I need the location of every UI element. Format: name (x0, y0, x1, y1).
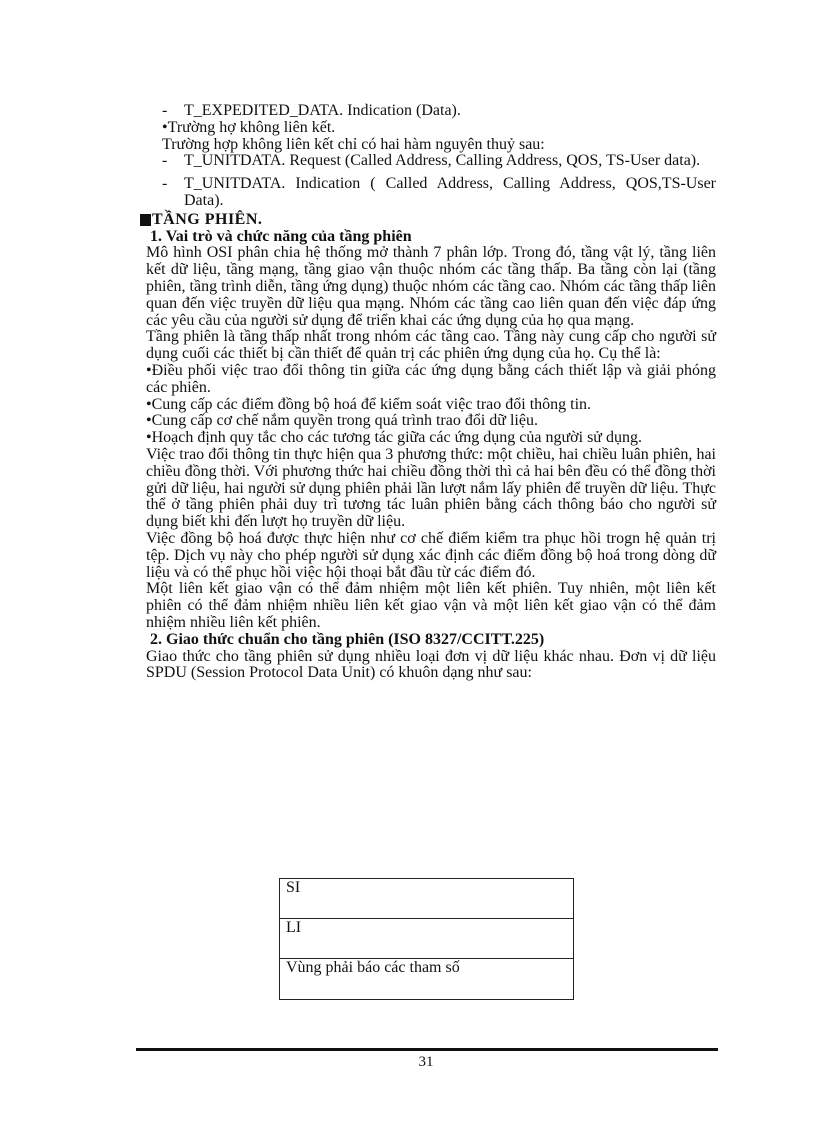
connectionless-label: •Trường hợ không liên kết. (162, 118, 336, 136)
bullet-item: •Hoạch định quy tắc cho các tương tác giữa các ứng dụng của người sử dụng. (146, 429, 642, 447)
dash-marker: - (162, 175, 168, 193)
subsection-title-2: 2. Giao thức chuẩn cho tầng phiên (ISO 8327/CCITT.225) (150, 630, 545, 648)
spdu-field-si: SI (280, 879, 573, 919)
page-body (146, 103, 716, 682)
bullet-item: •Cung cấp các điểm đồng bộ hoá để kiểm soát việc trao đổi thông tin. (146, 395, 592, 413)
list-item-unitdata-request (146, 153, 716, 170)
list-item-text: T_UNITDATA. Indication ( Called Address, Calling Address, QOS,TS-User Data). (184, 175, 716, 209)
subsection-title-1: 1. Vai trò và chức năng của tầng phiên (150, 227, 412, 245)
paragraph: Việc đồng bộ hoá được thực hiện như cơ chế điểm kiểm tra phục hồi trogn hệ quản trị tệp. Dịch vụ này cho phép người sử dụng xác định các điểm đồng bộ hoá trong dòng dữ liệu và có thể phục hồi việc hội thoại bắt đầu từ các điểm đó. (146, 529, 716, 581)
list-item-text: T_UNITDATA. Request (Called Address, Calling Address, QOS, TS-User data). (184, 152, 701, 170)
dash-marker: - (162, 152, 168, 170)
footer-divider (136, 1048, 718, 1051)
dash-marker: - (162, 102, 168, 119)
paragraph: Giao thức cho tầng phiên sử dụng nhiều loại đơn vị dữ liệu khác nhau. Đơn vị dữ liệu SPDU (Session Protocol Data Unit) có khuôn dạng như sau: (146, 647, 716, 682)
connectionless-intro: Trường hợp không liên kết chỉ có hai hàm nguyên thuỷ sau: (162, 135, 545, 153)
paragraph: Một liên kết giao vận có thể đảm nhiệm một liên kết phiên. Tuy nhiên, một liên kết phiên có thể đảm nhiệm nhiều liên kết giao vận và một liên kết giao vận có thể đảm nhiệm nhiều liên kết phiên. (146, 580, 716, 631)
bullet-item: •Cung cấp cơ chế nắm quyền trong quá trình trao đổi dữ liệu. (146, 412, 538, 430)
paragraph: Tầng phiên là tầng thấp nhất trong nhóm các tầng cao. Tầng này cung cấp cho người sử dụng cuối các thiết bị cần thiết để quản trị các phiên ứng dụng của họ. Cụ thể là: (146, 328, 716, 363)
page-number: 31 (418, 1054, 434, 1070)
bullet-item: •Điều phối việc trao đổi thông tin giữa các ứng dụng bằng cách thiết lập và giải phóng các phiên. (146, 361, 716, 396)
section-title: TẦNG PHIÊN. (152, 210, 263, 228)
spdu-format-table (279, 878, 574, 1000)
list-item-unitdata-indication (146, 176, 716, 210)
paragraph: Việc trao đổi thông tin thực hiện qua 3 phương thức: một chiều, hai chiều luân phiên, hai chiều đồng thời. Với phương thức hai chiều đồng thời thì cả hai bên đều có thể đồng thời gửi dữ liệu, hai người sử dụng phiên phải lần lượt nắm lấy phiên để truyền dữ liệu. Thực thể ở tầng phiên phải duy trì tương tác luân phiên bằng cách thông báo cho người sử dụng biết khi đến lượt họ truyền dữ liệu. (146, 445, 716, 531)
spdu-field-li: LI (280, 919, 573, 959)
section-heading (140, 212, 716, 229)
list-item-text: T_EXPEDITED_DATA. Indication (Data). (184, 102, 461, 119)
square-bullet-icon (140, 214, 151, 226)
spdu-field-parameters: Vùng phải báo các tham số (286, 959, 460, 976)
paragraph: Mô hình OSI phân chia hệ thống mở thành 7 phân lớp. Trong đó, tầng vật lý, tầng liên kết dữ liệu, tầng mạng, tầng giao vận thuộc nhóm các tầng thấp. Ba tầng còn lại (tầng phiên, tầng trình diễn, tầng ứng dụng) thuộc nhóm các tầng cao. Nhóm các tầng thấp liên quan đến việc truyền dữ liệu qua mạng. Nhóm các tầng cao liên quan đến việc đáp ứng các yêu cầu của người sử dụng để triển khai các ứng dụng của họ qua mạng. (146, 244, 716, 329)
list-item-expedited-indication (146, 103, 716, 120)
